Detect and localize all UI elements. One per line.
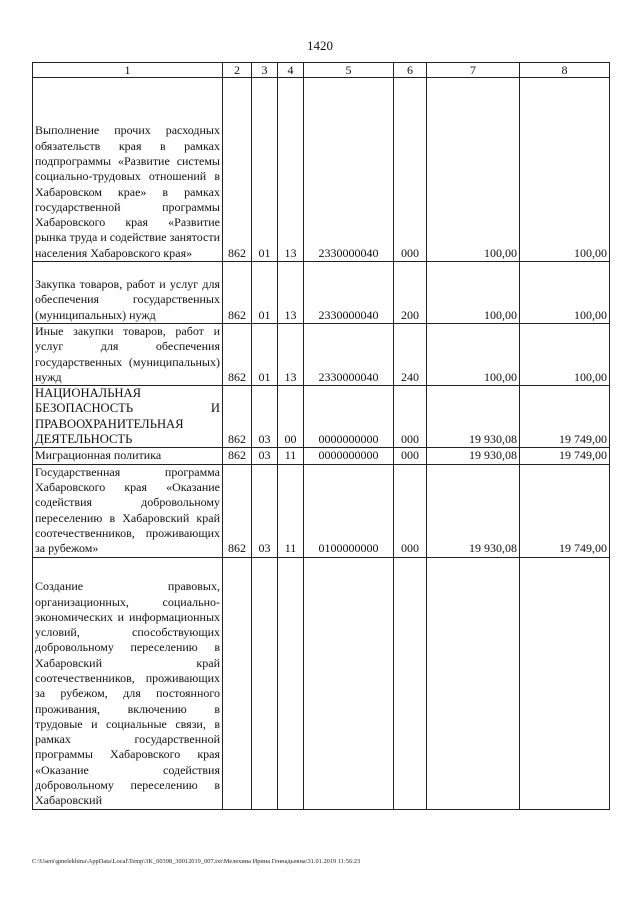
row-section: 01 <box>252 324 278 386</box>
row-sum-2: 19 749,00 <box>520 464 610 557</box>
row-grbs: 862 <box>223 324 252 386</box>
row-expense-type: 200 <box>394 262 427 324</box>
row-sum-1: 100,00 <box>427 78 520 262</box>
row-subsection: 13 <box>278 324 304 386</box>
table-row <box>33 448 610 464</box>
page-number: 1420 <box>307 38 333 53</box>
row-grbs: 862 <box>223 262 252 324</box>
budget-table <box>32 62 610 810</box>
column-header-8: 8 <box>520 63 610 78</box>
row-subsection: 00 <box>278 386 304 448</box>
row-target-article: 2330000040 <box>304 262 394 324</box>
row-subsection: 13 <box>278 262 304 324</box>
row-grbs <box>223 557 252 809</box>
table-row <box>33 262 610 324</box>
row-target-article: 0000000000 <box>304 386 394 448</box>
row-sum-1 <box>427 557 520 809</box>
row-section: 03 <box>252 464 278 557</box>
table-header-row <box>33 63 610 78</box>
row-name: Государственная программа Хабаровского края «Оказание содействия добровольному переселению в Хабаровский край соотечественников, проживающих за рубежом» <box>33 464 223 557</box>
row-section: 01 <box>252 78 278 262</box>
column-header-5: 5 <box>304 63 394 78</box>
table-row <box>33 324 610 386</box>
row-name: НАЦИОНАЛЬНАЯ БЕЗОПАСНОСТЬ И ПРАВООХРАНИТЕЛЬНАЯ ДЕЯТЕЛЬНОСТЬ <box>33 386 223 448</box>
row-grbs: 862 <box>223 464 252 557</box>
row-subsection <box>278 557 304 809</box>
row-expense-type: 000 <box>394 448 427 464</box>
column-header-7: 7 <box>427 63 520 78</box>
row-name: Миграционная политика <box>33 448 223 464</box>
row-expense-type: 000 <box>394 78 427 262</box>
row-name: Закупка товаров, работ и услуг для обеспечения государственных (муниципальных) нужд <box>33 262 223 324</box>
row-expense-type <box>394 557 427 809</box>
row-target-article: 0000000000 <box>304 448 394 464</box>
row-expense-type: 240 <box>394 324 427 386</box>
file-path-footer: C:\Users\gmelekhina\AppData\Local\Temp\3K_00398_30012019_007.txt\Мелехина Ирина Геннадьевна\31.01.2019 11:56:23 <box>32 858 361 865</box>
row-target-article: 0100000000 <box>304 464 394 557</box>
table-row <box>33 386 610 448</box>
column-header-1: 1 <box>33 63 223 78</box>
column-header-6: 6 <box>394 63 427 78</box>
row-expense-type: 000 <box>394 464 427 557</box>
table-row <box>33 78 610 262</box>
row-subsection: 11 <box>278 448 304 464</box>
table-row <box>33 464 610 557</box>
column-header-2: 2 <box>223 63 252 78</box>
row-subsection: 11 <box>278 464 304 557</box>
row-sum-2: 100,00 <box>520 78 610 262</box>
row-target-article: 2330000040 <box>304 324 394 386</box>
row-name: Создание правовых, организационных, социально-экономических и информационных условий, способствующих добровольному переселению в Хабаровский край соотечественников, проживающих за рубежом, для постоянного проживания, включению в трудовые и социальные связи, в рамках государственной программы Хабаровского края «Оказание содействия добровольному переселению в Хабаровский <box>33 557 223 809</box>
row-sum-1: 100,00 <box>427 324 520 386</box>
row-expense-type: 000 <box>394 386 427 448</box>
row-grbs: 862 <box>223 386 252 448</box>
row-sum-2: 19 749,00 <box>520 448 610 464</box>
table-row <box>33 557 610 809</box>
row-sum-2 <box>520 557 610 809</box>
row-sum-2: 100,00 <box>520 324 610 386</box>
row-sum-1: 19 930,08 <box>427 464 520 557</box>
row-section <box>252 557 278 809</box>
column-header-4: 4 <box>278 63 304 78</box>
row-grbs: 862 <box>223 448 252 464</box>
row-sum-1: 19 930,08 <box>427 386 520 448</box>
row-sum-2: 19 749,00 <box>520 386 610 448</box>
row-name: Иные закупки товаров, работ и услуг для обеспечения государственных (муниципальных) нужд <box>33 324 223 386</box>
column-header-3: 3 <box>252 63 278 78</box>
row-section: 01 <box>252 262 278 324</box>
row-target-article <box>304 557 394 809</box>
row-subsection: 13 <box>278 78 304 262</box>
row-target-article: 2330000040 <box>304 78 394 262</box>
row-section: 03 <box>252 386 278 448</box>
row-section: 03 <box>252 448 278 464</box>
row-name: Выполнение прочих расходных обязательств края в рамках подпрограммы «Развитие системы социально-трудовых отношений в Хабаровском крае» в рамках государственной программы Хабаровского края «Развитие рынка труда и содействие занятости населения Хабаровского края» <box>33 78 223 262</box>
row-sum-2: 100,00 <box>520 262 610 324</box>
row-sum-1: 19 930,08 <box>427 448 520 464</box>
row-grbs: 862 <box>223 78 252 262</box>
row-sum-1: 100,00 <box>427 262 520 324</box>
